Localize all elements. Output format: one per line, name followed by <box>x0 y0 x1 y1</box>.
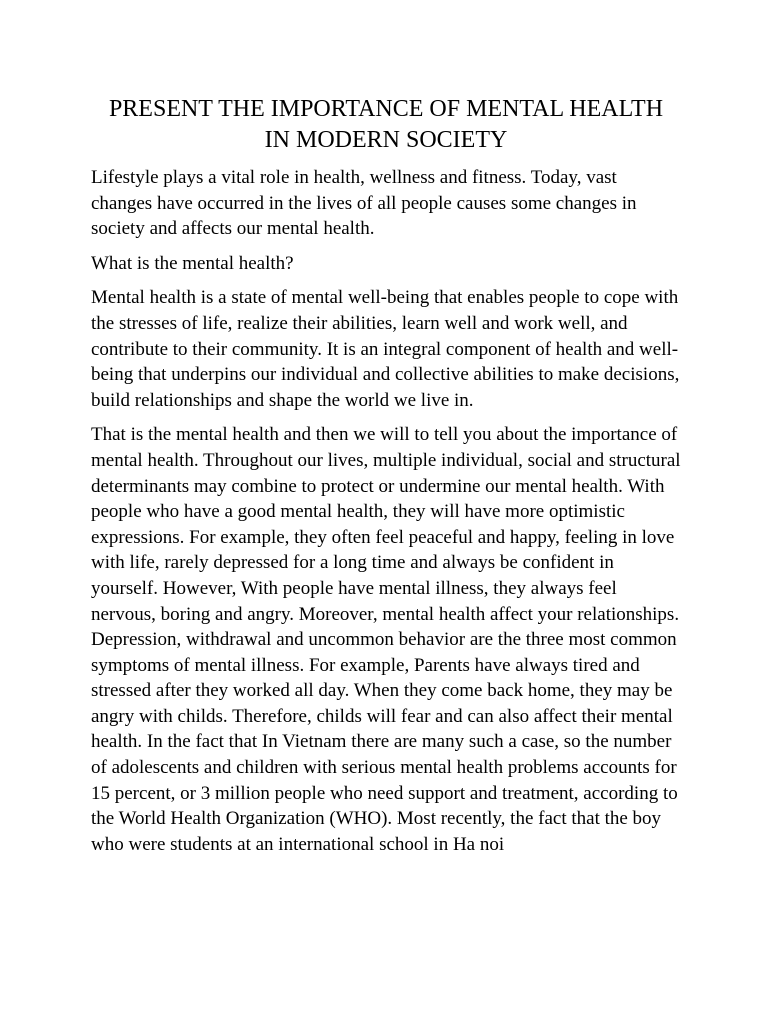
definition-paragraph: Mental health is a state of mental well-being that enables people to cope with the stresses of life, realize their abilities, learn well and work well, and contribute to their community. It is an integral component of health and well-being that underpins our individual and collective abilities to make decisions, build relationships and shape the world we live in. <box>91 287 680 411</box>
document-page <box>91 94 681 866</box>
document-title: PRESENT THE IMPORTANCE OF MENTAL HEALTH IN MODERN SOCIETY <box>108 96 664 153</box>
intro-paragraph: Lifestyle plays a vital role in health, wellness and fitness. Today, vast changes have occurred in the lives of all people causes some changes in society and affects our mental health. <box>91 167 637 240</box>
question-paragraph: What is the mental health? <box>91 252 294 274</box>
importance-paragraph: That is the mental health and then we will to tell you about the importance of mental health. Throughout our lives, multiple individual, social and structural determinants may combine to protect or undermine our mental health. With people who have a good mental health, they will have more optimistic expressions. For example, they often feel peaceful and happy, feeling in love with life, rarely depressed for a long time and always be confident in yourself. However, With people have mental illness, they always feel nervous, boring and angry. Moreover, mental health affect your relationships. Depression, withdrawal and uncommon behavior are the three most common symptoms of mental illness. For example, Parents have always tired and stressed after they worked all day. When they come back home, they may be angry with childs. Therefore, childs will fear and can also affect their mental health. In the fact that In Vietnam there are many such a case, so the number of adolescents and children with serious mental health problems accounts for 15 percent, or 3 million people who need support and treatment, according to the World Health Organization (WHO). Most recently, the fact that the boy who were students at an international school in Ha noi <box>91 424 681 855</box>
